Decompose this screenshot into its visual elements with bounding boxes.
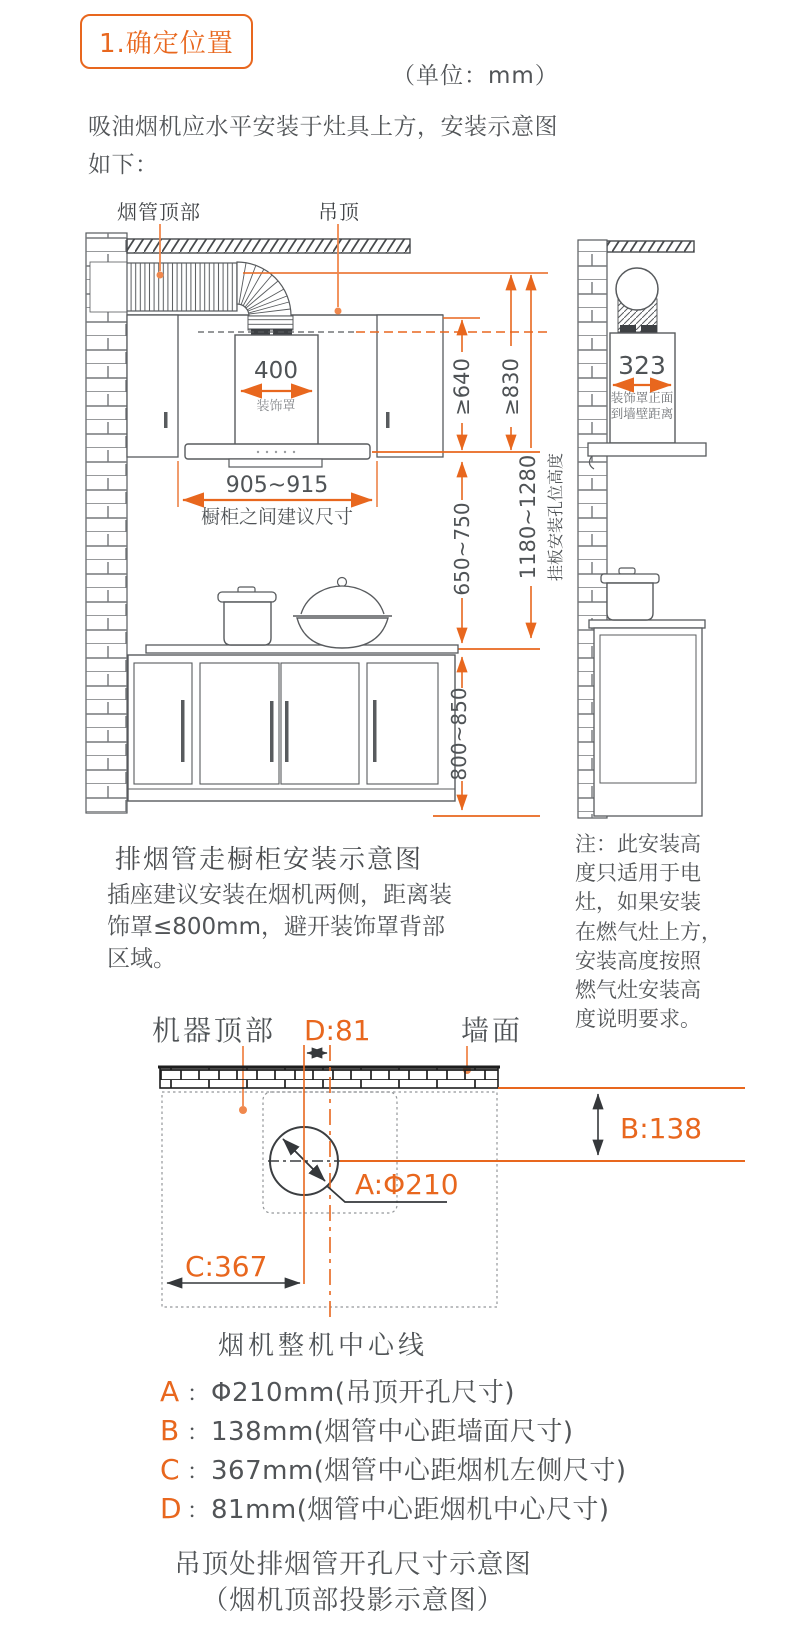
side-hood-cover <box>610 333 675 443</box>
socket-note-line-2: 饰罩≤800mm，避开装饰罩背部 <box>107 914 445 940</box>
duct-collar <box>620 325 636 333</box>
gas-note-line: 在燃气灶上方， <box>575 919 722 944</box>
side-hood-base <box>588 443 706 456</box>
legend-item-a <box>160 1372 627 1411</box>
cover-width-dim: 400 <box>254 358 298 384</box>
left-wall <box>86 233 127 813</box>
ceiling-slab-side <box>607 241 694 252</box>
socket-note <box>107 879 452 975</box>
dim-c-label: C:367 <box>185 1250 268 1283</box>
front-diagram-caption: 排烟管走橱柜安装示意图 <box>115 845 424 875</box>
intro-line-1: 吸油烟机应水平安装于灶具上方，安装示意图 <box>88 114 558 140</box>
gas-note-line: 度说明要求。 <box>575 1007 701 1032</box>
legend-key-d: D <box>160 1492 182 1525</box>
legend-sep: ： <box>187 1382 210 1407</box>
legend-item-b <box>160 1411 627 1450</box>
hole-diagram-svg <box>0 995 790 1361</box>
side-countertop <box>589 620 705 628</box>
section-title-box <box>80 14 253 69</box>
cabinet-handle <box>386 412 390 428</box>
side-rice-cooker <box>601 568 659 620</box>
gas-note-line: 安装高度按照 <box>575 948 701 973</box>
cover-name-label: 装饰罩 <box>256 399 296 414</box>
vertical-dimension-labels <box>447 358 565 780</box>
dim-323: 323 <box>618 351 666 380</box>
machine-top-label: 机器顶部 <box>152 1014 277 1047</box>
hole-caption-line-1: 吊顶处排烟管开孔尺寸示意图 <box>174 1549 532 1580</box>
wall-label: 墙面 <box>461 1014 524 1047</box>
dim-1180-1280: 1180~1280 <box>516 454 540 580</box>
hole-diagram-caption <box>103 1547 603 1618</box>
duct-top-label: 烟管顶部 <box>117 200 201 224</box>
hang-hole-label: 挂板安装孔位高度 <box>546 452 565 582</box>
intro-line-2: 如下： <box>88 152 159 178</box>
gas-note-line: 注：此安装高 <box>575 832 701 856</box>
gas-note-line: 灶，如果安装 <box>575 890 701 915</box>
dim-ge640: ≥640 <box>450 358 474 416</box>
rice-cooker <box>218 587 276 645</box>
leader-dot <box>239 1106 247 1114</box>
leader-dot <box>157 272 164 279</box>
ceiling-label: 吊顶 <box>318 200 360 224</box>
intro-text <box>88 108 558 184</box>
socket-note-line-3: 区域。 <box>107 946 176 972</box>
legend-text-c: 367mm(烟管中心距烟机左侧尺寸) <box>211 1456 627 1486</box>
duct-collar <box>641 325 657 333</box>
gas-note-line: 燃气灶安装高 <box>575 978 701 1003</box>
ceiling-slab <box>127 239 410 253</box>
dim-d-label: D:81 <box>304 1014 371 1047</box>
cabinet-gap-dimension <box>178 461 377 528</box>
legend-text-a: Φ210mm(吊顶开孔尺寸) <box>211 1378 516 1408</box>
dim-323-note-2: 到墙壁距离 <box>610 406 674 421</box>
legend-key-a: A <box>160 1375 180 1408</box>
wall-duct-hole <box>90 262 127 312</box>
side-duct-circle <box>616 268 658 310</box>
unit-note: （单位：mm） <box>392 63 559 89</box>
base-cabinets <box>128 655 455 801</box>
legend-sep: ： <box>187 1499 210 1524</box>
legend-text-d: 81mm(烟管中心距烟机中心尺寸) <box>211 1495 610 1525</box>
dim-650-750: 650~750 <box>450 502 474 596</box>
hood-body <box>185 444 370 459</box>
cabinet-gap-dim: 905~915 <box>225 473 329 498</box>
centerline-caption: 烟机整机中心线 <box>218 1331 429 1361</box>
installation-diagram-svg <box>0 185 790 835</box>
range-hood <box>185 335 370 467</box>
wall-strip <box>158 1067 500 1088</box>
leader-dot <box>335 308 342 315</box>
dim-800-850: 800~850 <box>447 687 471 781</box>
socket-note-line-1: 插座建议安装在烟机两侧，距离装 <box>107 882 452 908</box>
legend-key-c: C <box>160 1453 180 1486</box>
hood-bottom-strip <box>229 459 322 467</box>
cabinet-handle <box>164 412 168 428</box>
dim-323-note-1: 装饰罩正面 <box>610 390 674 405</box>
hole-caption-line-2: （烟机顶部投影示意图） <box>201 1585 505 1616</box>
legend-sep: ： <box>187 1421 210 1446</box>
cooktop <box>146 578 458 654</box>
legend-item-d <box>160 1489 627 1528</box>
legend-text-b: 138mm(烟管中心距墙面尺寸) <box>211 1417 574 1447</box>
dim-b-label: B:138 <box>620 1112 703 1145</box>
side-view <box>578 240 706 818</box>
gas-note-line: 度只适用于电 <box>575 861 701 886</box>
dim-a-label: A:Φ210 <box>355 1168 459 1201</box>
dim-ge830: ≥830 <box>499 358 523 416</box>
dimension-legend <box>160 1372 627 1528</box>
section-title: 1.确定位置 <box>99 29 234 59</box>
legend-key-b: B <box>160 1414 180 1447</box>
legend-item-c <box>160 1450 627 1489</box>
legend-sep: ： <box>187 1460 210 1485</box>
wok <box>293 578 392 649</box>
cabinet-gap-note: 橱柜之间建议尺寸 <box>200 506 354 528</box>
